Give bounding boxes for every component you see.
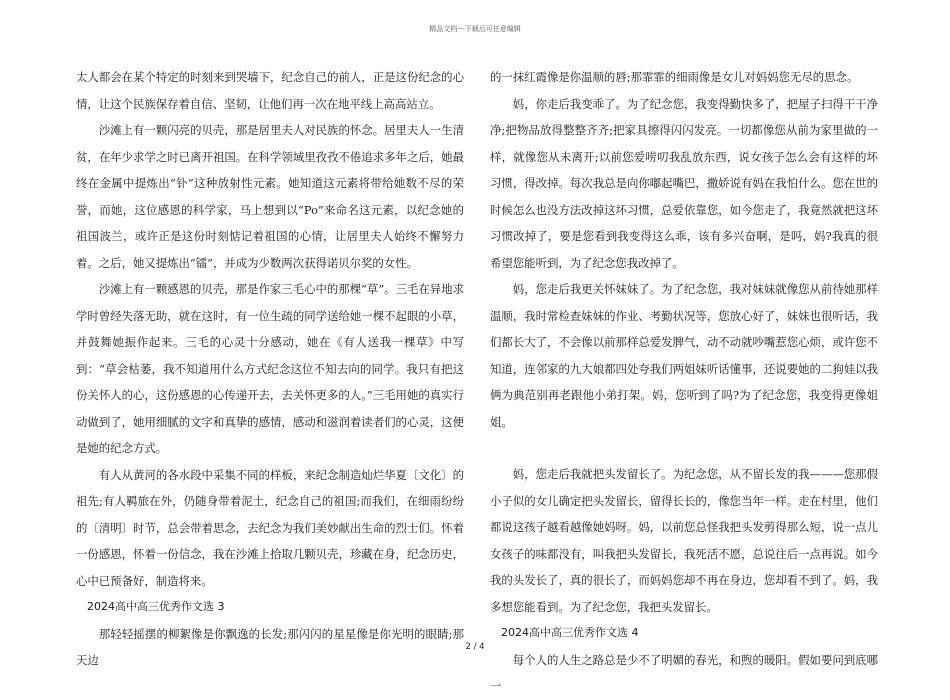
paragraph: 妈，您走后我更关怀妹妹了。为了纪念您，我对妹妹就像您从前待她那样温顺，我时常检查妹妹的作业、考勤状况等，您放心好了，妹妹也很听话，我们都长大了，不会像以前那样总爱发脾气，动不动就吵嘴惹您心烦，或许您不知道，连邻家的九大娘都四处夸我们两姐妹听话懂事，还说要她的二狗娃以我俩为典范别再老跟他小弟打架。妈，您听到了吗?为了纪念您，我变得更像姐姐。	[490, 282, 878, 429]
paragraph: 妈，你走后我变乖了。为了纪念您，我变得勤快多了，把屋子扫得干干净净;把物品放得整整齐齐;把家具擦得闪闪发亮。一切都像您从前为家里做的一样，就像您从未离开;以前您爱唠叨我乱放东西，说女孩子怎么会有这样的坏习惯，得改掉。每次我总是向你嘟起嘴巴，撒娇说有妈在我怕什么。您在世的时候怎么也没方法改掉这坏习惯，总爱依靠您，如今您走了，我竟然就把这坏习惯改掉了，要是您看到我变得这么乖，该有多兴奋啊，是吗，妈?我真的很希望您能听到，为了纪念您我改掉了。	[490, 96, 878, 270]
section-heading: 2024高中高三优秀作文选 4	[501, 626, 639, 639]
paragraph: 妈，您走后我就把头发留长了。为纪念您，从不留长发的我———您那假小子似的女儿确定把头发留长，留得长长的，像您当年一样。走在村里，他们都说这孩子越看越像她妈呀。妈，以前您总怪我把头发剪得那么短，说一点儿女孩子的味都没有，叫我把头发留长，我死活不愿，总说往后一点再说。如今我的头发长了，真的很长了，而妈妈您却不再在身边，您却看不到了。妈，我多想您能看到。为了纪念您，我把头发留长。	[490, 467, 878, 614]
page-number: 2 / 4	[465, 642, 485, 652]
paragraph: 每个人的人生之路总是少不了明媚的春光，和煦的暖阳。假如要问到底哪一	[490, 652, 878, 693]
left-column	[76, 64, 464, 674]
paragraph: 有人从黄河的各水段中采集不同的样板，来纪念制造灿烂华夏〔文化〕的祖先;有人羁旅在外，仍随身带着泥土，纪念自己的祖国;而我们，在细雨纷纷的〔清明〕时节，总会带着思念，去纪念为我们美妙献出生命的烈士们。怀着一份感恩，怀着一份信念，我在沙滩上拾取几颗贝壳，珍藏在身，纪念历史，心中已预备好，制造将来。	[76, 467, 464, 588]
right-column	[490, 64, 878, 700]
paragraph: 沙滩上有一颗感恩的贝壳，那是作家三毛心中的那棵“草”。三毛在异地求学时曾经失落无助，就在这时，有一位生疏的同学送给她一棵不起眼的小草，并鼓舞她振作起来。三毛的心灵十分感动，她在《有人送我一棵草》中写到：“草会枯萎，我不知道用什么方式纪念这位不知去向的同学。我只有把这份关怀人的心，这份感恩的心传递开去，去关怀更多的人。”三毛用她的真实行动做到了，她用细腻的文字和真挚的感情，感动和滋润着读者们的心灵，这便是她的纪念方式。	[76, 282, 464, 455]
section-heading: 2024高中高三优秀作文选 3	[87, 600, 225, 613]
paragraph: 太人都会在某个特定的时刻来到哭墙下，纪念自己的前人，正是这份纪念的心情，让这个民族保存着自信、坚韧，让他们再一次在地平线上高高站立。	[76, 70, 464, 111]
paragraph: 的一抹红霞像是你温顺的唇;那霏霏的细雨像是女儿对妈妈您无尽的思念。	[490, 70, 859, 84]
paragraph: 沙滩上有一颗闪亮的贝壳，那是居里夫人对民族的怀念。居里夫人一生清贫，在年少求学之时已离开祖国。在科学领域里孜孜不倦追求多年之后，她最终在金属中提炼出“钋”这种放射性元素。她知道这元素将带给她数不尽的荣誉，而她，这位感恩的科学家，马上想到以“Po”来命名这元素，以纪念她的祖国波兰，或许正是这份时刻惦记着祖国的心情，让居里夫人始终不懈努力着。之后，她又提炼出“镭”，并成为少数两次获得诺贝尔奖的女性。	[76, 123, 464, 270]
paragraph: 那轻轻摇摆的柳絮像是你飘逸的长发;那闪闪的星星像是你光明的眼睛;那天边	[76, 626, 464, 667]
page-header: 精品文档---下载后可任意编辑	[429, 25, 521, 33]
